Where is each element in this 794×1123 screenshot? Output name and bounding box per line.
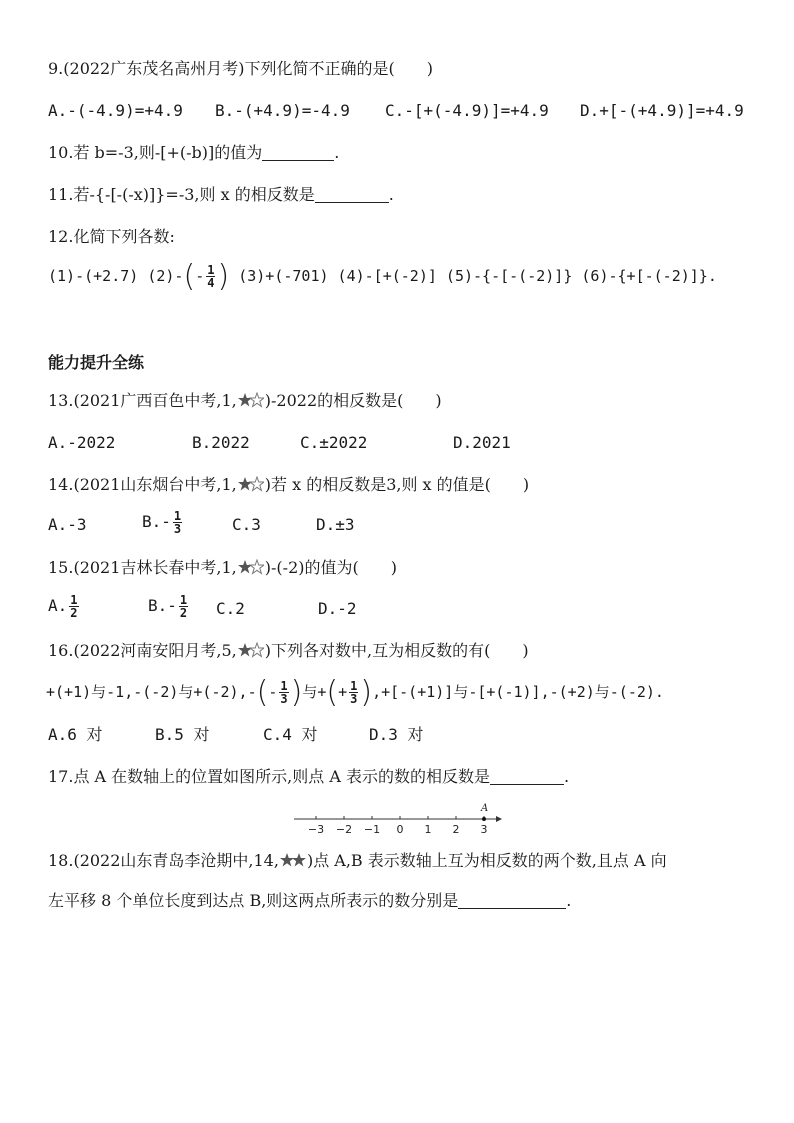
fraction-one-third: $\frac{1}{3}$	[350, 679, 358, 706]
q17-stem: 17.点 A 在数轴上的位置如图所示,则点 A 表示的数的相反数是	[48, 767, 490, 786]
q16-f2-sign: +	[338, 683, 348, 701]
left-paren: (	[256, 675, 269, 710]
difficulty-stars-icon	[238, 392, 264, 408]
point-a-label: A	[481, 803, 489, 814]
tick-label: 1	[424, 823, 432, 836]
q12-part-2: (2)-	[147, 267, 184, 285]
tick-label: 0	[396, 823, 404, 836]
q16-option-c: C.4 对	[263, 725, 318, 744]
section-title: 能力提升全练	[48, 353, 145, 372]
q9-option-b: B.-(+4.9)=-4.9	[215, 101, 350, 120]
q15-option-a: A. $\frac{1}{2}$	[48, 593, 78, 620]
q18-answer-blank[interactable]	[458, 892, 566, 909]
difficulty-stars-icon	[280, 852, 306, 868]
left-paren: (	[326, 675, 339, 710]
q18-question: )点 A,B 表示数轴上互为相反数的两个数,且点 A 向	[306, 851, 667, 870]
left-paren: (	[183, 259, 196, 294]
q16-stem	[48, 640, 529, 662]
q12-part-6: (6)-{+[-(-2)]}.	[581, 267, 717, 285]
tick-label: −2	[335, 823, 353, 836]
q11	[48, 184, 394, 206]
difficulty-stars-icon	[238, 559, 264, 575]
q11-stem: 11.若-{-[-(-x)]}=-3,则 x 的相反数是	[48, 185, 315, 204]
q9-option-d: D.+[-(+4.9)]=+4.9	[580, 101, 744, 120]
q9-stem: 9.(2022广东茂名高州月考)下列化简不正确的是( )	[48, 59, 433, 78]
q16-pairs-part-1: +(+1)与-1,-(-2)与+(-2),-	[46, 683, 257, 701]
difficulty-stars-icon	[238, 642, 264, 658]
tick-label: 3	[480, 823, 488, 836]
point-a-dot	[482, 817, 486, 821]
q15-stem	[48, 557, 397, 579]
q12-part-1: (1)-(+2.7)	[48, 267, 139, 285]
q14-option-c: C.3	[232, 515, 261, 534]
q12-parts	[48, 259, 717, 294]
q15-option-b: B.- $\frac{1}{2}$	[148, 593, 188, 620]
number-line-figure	[290, 800, 510, 836]
q18-end: .	[566, 891, 572, 910]
q13-option-c: C.±2022	[300, 433, 368, 452]
q13-stem	[48, 390, 442, 412]
q12-part-4: (4)-[+(-2)]	[337, 267, 437, 285]
q12-stem: 12.化简下列各数:	[48, 227, 175, 246]
q14-question: )若 x 的相反数是3,则 x 的值是( )	[264, 475, 530, 494]
fraction-one-quarter: $\frac{1}{4}$	[207, 263, 215, 290]
q14-option-a: A.-3	[48, 515, 87, 534]
q15-source: 15.(2021吉林长春中考,1,	[48, 558, 237, 577]
q17-end: .	[564, 767, 570, 786]
q12-part-3: (3)+(-701)	[238, 267, 329, 285]
q13-option-d: D.2021	[453, 433, 511, 452]
q10-end: .	[334, 143, 340, 162]
difficulty-stars-icon	[238, 476, 264, 492]
tick-label: −3	[307, 823, 325, 836]
q9-option-c: C.-[+(-4.9)]=+4.9	[385, 101, 549, 120]
q16-pairs-mid: 与+	[302, 683, 327, 701]
q17	[48, 766, 569, 788]
q14-option-d: D.±3	[316, 515, 355, 534]
tick-label: 2	[452, 823, 460, 836]
fraction-one-half: $\frac{1}{2}$	[179, 593, 188, 620]
q13-option-a: A.-2022	[48, 433, 116, 452]
q15-question: )-(-2)的值为( )	[264, 558, 397, 577]
q16-f1-sign: -	[268, 683, 278, 701]
q14-option-b: B.- $\frac{1}{3}$	[142, 509, 182, 536]
q16-option-b: B.5 对	[155, 725, 210, 744]
tick-label: −1	[363, 823, 381, 836]
fraction-one-third: $\frac{1}{3}$	[280, 679, 288, 706]
q10	[48, 142, 339, 164]
q13-option-b: B.2022	[192, 433, 250, 452]
q15-option-d: D.-2	[318, 599, 357, 618]
right-paren: )	[290, 675, 303, 710]
q17-answer-blank[interactable]	[490, 768, 564, 785]
fraction-one-half: $\frac{1}{2}$	[70, 593, 78, 620]
q18-source: 18.(2022山东青岛李沧期中,14,	[48, 851, 279, 870]
q16-option-d: D.3 对	[369, 725, 424, 744]
axis-arrow-icon	[496, 816, 502, 822]
q13-question: )-2022的相反数是( )	[264, 391, 442, 410]
q11-end: .	[388, 185, 394, 204]
q14-source: 14.(2021山东烟台中考,1,	[48, 475, 237, 494]
q16-pairs-part-2: ,+[-(+1)]与-[+(-1)],-(+2)与-(-2).	[372, 683, 664, 701]
q9-option-a: A.-(-4.9)=+4.9	[48, 101, 183, 120]
q16-pairs	[46, 675, 664, 710]
q18-line2	[48, 890, 571, 912]
right-paren: )	[217, 259, 230, 294]
q11-answer-blank[interactable]	[315, 186, 389, 203]
q10-answer-blank[interactable]	[262, 144, 334, 161]
q14-stem	[48, 474, 529, 496]
q12-part-5: (5)-{-[-(-2)]}	[445, 267, 573, 285]
q10-stem: 10.若 b=-3,则-[+(-b)]的值为	[48, 143, 263, 162]
fraction-one-third: $\frac{1}{3}$	[173, 509, 182, 536]
q16-option-a: A.6 对	[48, 725, 103, 744]
right-paren: )	[360, 675, 373, 710]
q12-part-2-sign: -	[195, 267, 205, 285]
q15-option-c: C.2	[216, 599, 245, 618]
q16-question: )下列各对数中,互为相反数的有( )	[264, 641, 529, 660]
q16-source: 16.(2022河南安阳月考,5,	[48, 641, 237, 660]
q18-stem	[48, 850, 667, 872]
q18-text: 左平移 8 个单位长度到达点 B,则这两点所表示的数分别是	[48, 891, 459, 910]
q13-source: 13.(2021广西百色中考,1,	[48, 391, 237, 410]
